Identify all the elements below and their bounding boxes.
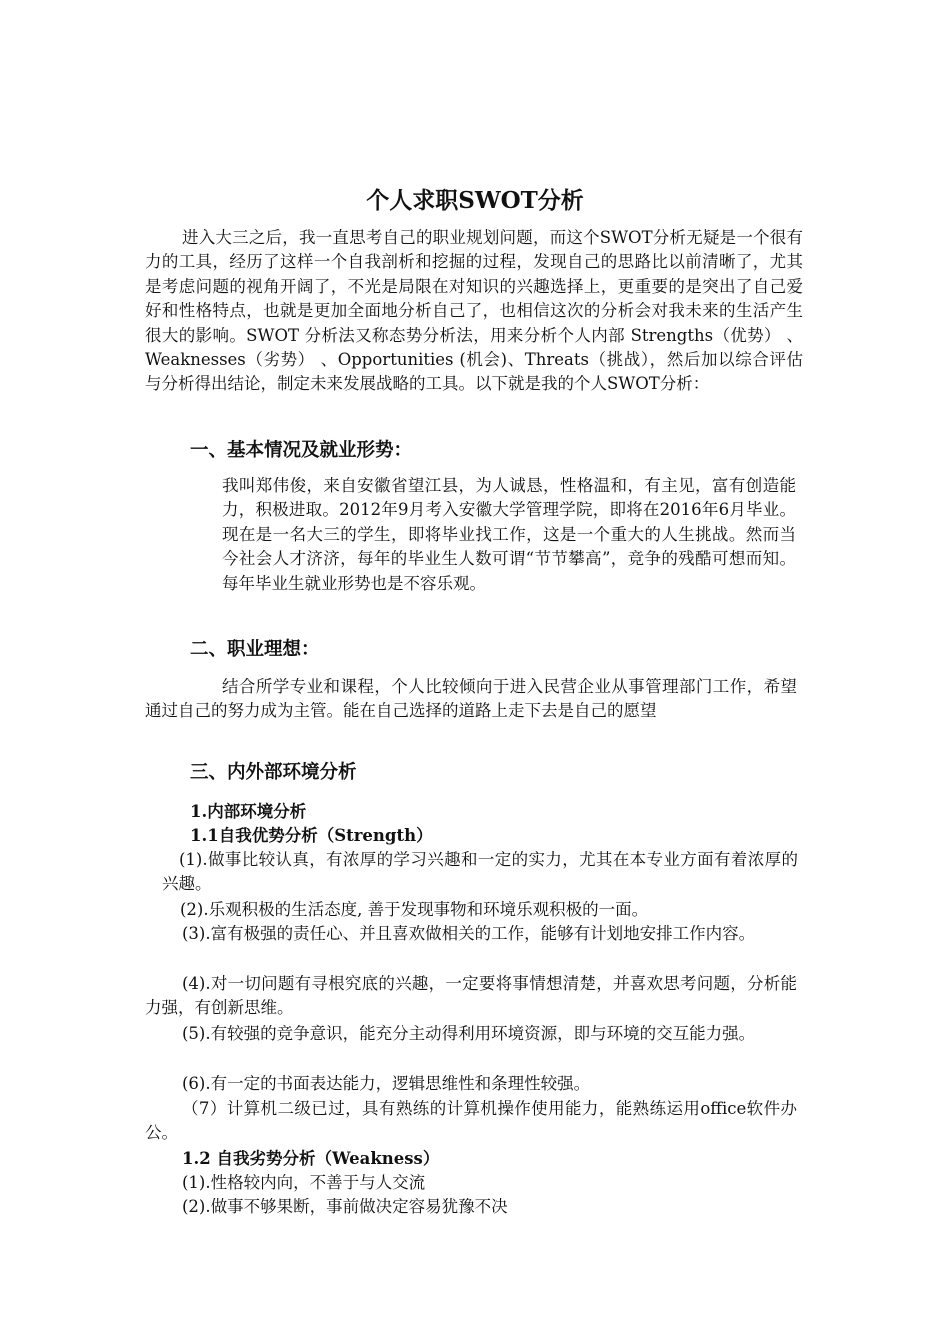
strength-item: (3).富有极强的责任心、并且喜欢做相关的工作，能够有计划地安排工作内容。 bbox=[182, 924, 756, 943]
section-2-body: 结合所学专业和课程，个人比较倾向于进入民营企业从事管理部门工作，希望通过自己的努力成为主管。能在自己选择的道路上走下去是自己的愿望 bbox=[145, 677, 797, 721]
strength-item: (2).乐观积极的生活态度, 善于发现事物和环境乐观积极的一面。 bbox=[180, 900, 649, 919]
internal-analysis-heading: 1.内部环境分析 bbox=[190, 802, 307, 821]
document-title: 个人求职SWOT分析 bbox=[366, 187, 584, 214]
weakness-item: (1).性格较内向，不善于与人交流 bbox=[182, 1173, 426, 1192]
strength-item: (5).有较强的竞争意识，能充分主动得利用环境资源，即与环境的交互能力强。 bbox=[182, 1024, 756, 1043]
section-3-heading: 三、内外部环境分析 bbox=[190, 762, 357, 783]
intro-paragraph: 进入大三之后，我一直思考自己的职业规划问题，而这个SWOT分析无疑是一个很有力的工具，经历了这样一个自我剖析和挖掘的过程，发现自己的思路比以前清晰了，尤其是考虑问题的视角开阔了，不光是局限在对知识的兴趣选择上，更重要的是突出了自己爱好和性格特点，也就是更加全面地分析自己了，也相信这次的分析会对我未来的生活产生很大的影响。SWOT 分析法又称态势分析法，用来分析个人内部 Strengths（优势） 、Weaknesses（劣势） 、Opportunities (机会)、Threats（挑战），然后加以综合评估与分析得出结论，制定未来发展战略的工具。以下就是我的个人SWOT分析： bbox=[145, 228, 803, 394]
section-2-heading: 二、职业理想： bbox=[190, 639, 320, 660]
strength-item: (1).做事比较认真，有浓厚的学习兴趣和一定的实力，尤其在本专业方面有着浓厚的兴趣。 bbox=[162, 850, 798, 894]
strength-heading: 1.1自我优势分析（Strength） bbox=[190, 826, 433, 845]
section-1-heading: 一、基本情况及就业形势： bbox=[190, 440, 413, 461]
strength-item: (4).对一切问题有寻根究底的兴趣，一定要将事情想清楚，并喜欢思考问题，分析能力强，有创新思维。 bbox=[145, 974, 797, 1018]
strength-item: （7）计算机二级已过，具有熟练的计算机操作使用能力，能熟练运用office软件办公。 bbox=[145, 1099, 797, 1143]
section-1-body: 我叫郑伟俊，来自安徽省望江县，为人诚恳，性格温和，有主见，富有创造能力，积极进取。2012年9月考入安徽大学管理学院，即将在2016年6月毕业。现在是一名大三的学生，即将毕业找工作，这是一个重大的人生挑战。然而当今社会人才济济，每年的毕业生人数可谓“节节攀高”，竞争的残酷可想而知。每年毕业生就业形势也是不容乐观。 bbox=[222, 476, 796, 593]
strength-item: (6).有一定的书面表达能力，逻辑思维性和条理性较强。 bbox=[182, 1074, 591, 1093]
weakness-heading: 1.2 自我劣势分析（Weakness） bbox=[182, 1149, 440, 1168]
weakness-item: (2).做事不够果断，事前做决定容易犹豫不决 bbox=[182, 1197, 508, 1216]
